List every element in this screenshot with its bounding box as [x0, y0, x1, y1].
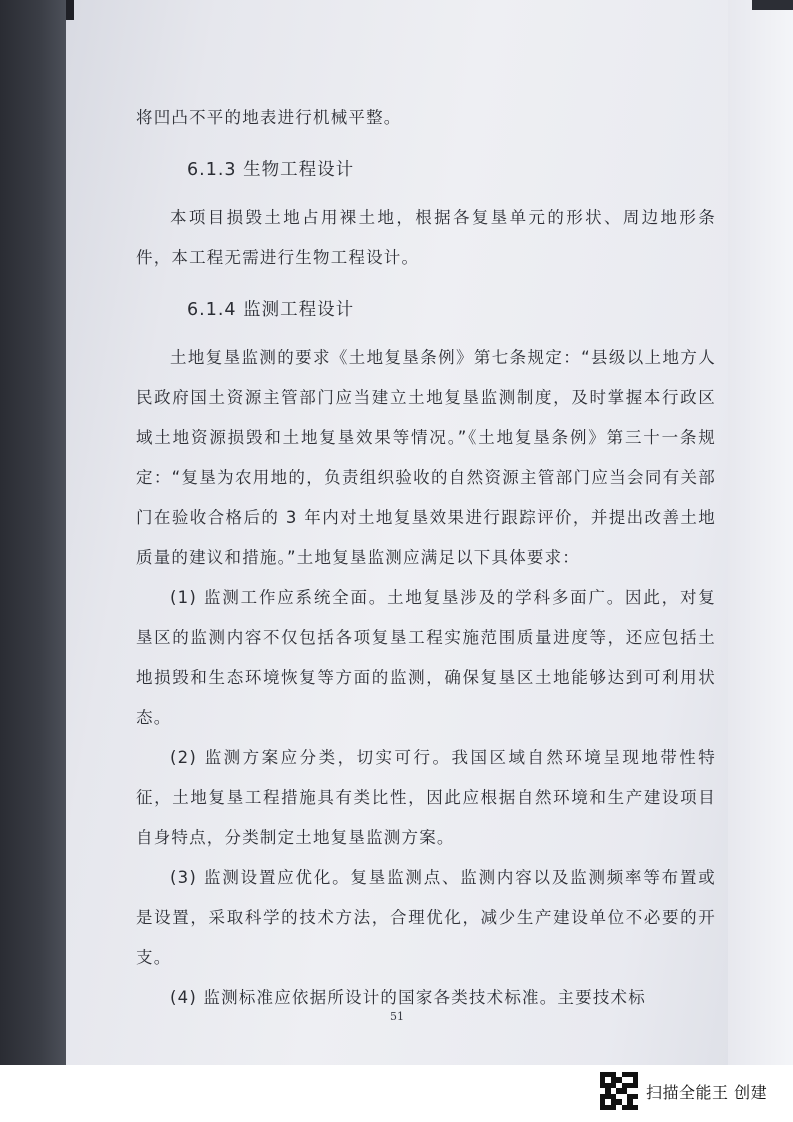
body-paragraph: 本项目损毁土地占用裸土地，根据各复垦单元的形状、周边地形条件，本工程无需进行生物工程设计。	[136, 208, 716, 267]
document-body	[136, 98, 716, 1018]
watermark-caption: 扫描全能王 创建	[646, 1082, 768, 1102]
qr-code-icon	[600, 1072, 638, 1110]
section-heading: 6.1.3 生物工程设计	[187, 160, 355, 180]
document-page	[66, 0, 728, 1065]
body-paragraph: (3) 监测设置应优化。复垦监测点、监测内容以及监测频率等布置或是设置，采取科学的技术方法，合理优化，减少生产建设单位不必要的开支。	[136, 868, 716, 967]
body-paragraph: 土地复垦监测的要求《土地复垦条例》第七条规定：“县级以上地方人民政府国土资源主管部门应当建立土地复垦监测制度，及时掌握本行政区域土地资源损毁和土地复垦效果等情况。”《土地复垦条例》第三十一条规定：“复垦为农用地的，负责组织验收的自然资源主管部门应当会同有关部门在验收合格后的 3 年内对土地复垦效果进行跟踪评价，并提出改善土地质量的建议和措施。”土地复垦监测应满足以下具体要求：	[136, 348, 716, 567]
body-paragraph: (1) 监测工作应系统全面。土地复垦涉及的学科多面广。因此，对复垦区的监测内容不仅包括各项复垦工程实施范围质量进度等，还应包括土地损毁和生态环境恢复等方面的监测，确保复垦区土地能够达到可利用状态。	[136, 588, 716, 727]
binder-clip	[66, 0, 74, 20]
page-number: 51	[390, 1010, 404, 1023]
scan-background-right	[728, 0, 793, 1065]
scanner-watermark	[600, 1069, 767, 1113]
body-paragraph: 将凹凸不平的地表进行机械平整。	[136, 108, 402, 127]
body-paragraph: (4) 监测标准应依据所设计的国家各类技术标准。主要技术标	[170, 988, 646, 1007]
body-paragraph: (2) 监测方案应分类，切实可行。我国区域自然环境呈现地带性特征，土地复垦工程措施具有类比性，因此应根据自然环境和生产建设项目自身特点，分类制定土地复垦监测方案。	[136, 748, 716, 847]
scan-background-corner	[752, 0, 793, 10]
scan-background-left	[0, 0, 66, 1065]
section-heading: 6.1.4 监测工程设计	[187, 300, 355, 320]
